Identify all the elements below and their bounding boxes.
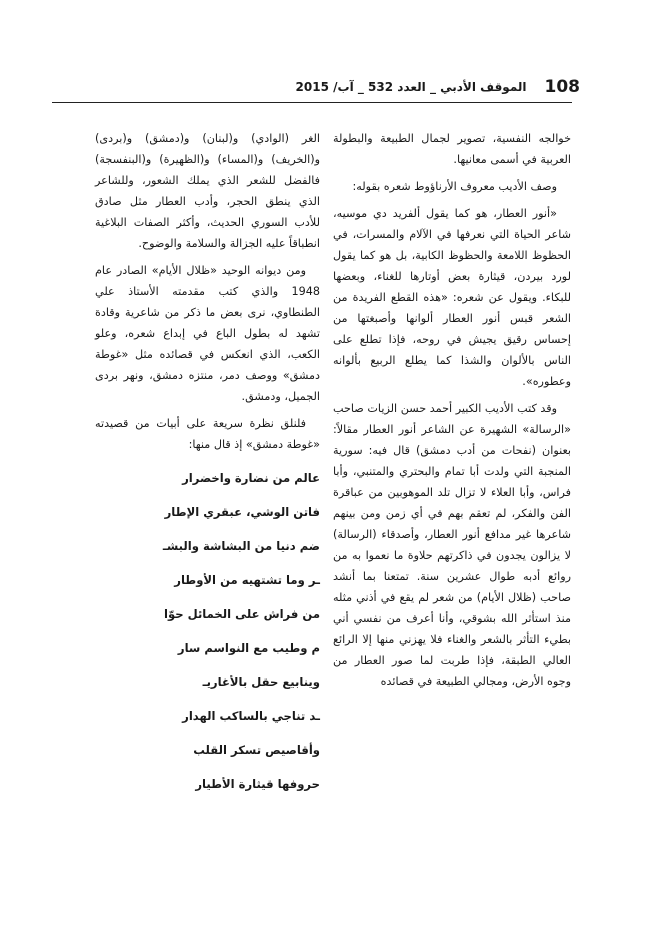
page-header	[295, 72, 580, 102]
poem-line: ـد تناجي بالساكب الهدار	[182, 709, 320, 723]
paragraph: الغر (الوادي) و(لبنان) و(دمشق) و(بردى) و(الخريف) و(المساء) و(الظهيرة) و(البنفسجة) فالفضل للشعر الذي يملك الشعور، وللشاعر الذي ينطق الحجر، وأدب العطار مثل صادق للأدب السوري الحديث، وأكثر الصفات البلاغية انطباقاً عليه الجزالة والسلامة والوضوح.	[95, 132, 320, 250]
right-column	[333, 128, 571, 698]
poem-line: ـر وما تشتهيه من الأوطار	[174, 573, 320, 587]
paragraph: خوالجه النفسية، تصوير لجمال الطبيعة والبطولة العربية في أسمى معانيها.	[333, 132, 571, 166]
poem-line: عالم من نضارة واخضرار	[182, 471, 320, 485]
paragraph: وصف الأديب معروف الأرناؤوط شعره بقوله:	[352, 180, 557, 193]
poem-line: حروفها قيثارة الأطيار	[195, 777, 320, 791]
paragraph: فلنلق نظرة سريعة على أبيات من قصيدته «غوطة دمشق» إذ قال منها:	[95, 417, 320, 451]
poem-line: فاتن الوشي، عبقري الإطار	[164, 505, 320, 519]
page-number: 108	[544, 77, 580, 97]
poem-line: وينابيع حقل بالأغاريـ	[202, 675, 320, 689]
quote-paragraph: «أنور العطار، هو كما يقول ألفريد دي موسيه، شاعر الحياة التي نعرفها في الآلام والمسرات، في الحظوظ اللامعة والحظوظ الكابية، بل هو كما يقول لورد بيردن، قيثارة بعض أوتارها للغناء، وبعضها للبكاء. ويقول عن شعره: «هذه القطع الفريدة من الشعر قبس أنور العطار ألوانها وأصبغتها من إحساس رقيق يجيش في روحه، فإذا تطلع على الناس بالألوان والشذا كما يطلع الربيع بألوانه وعطوره».	[333, 207, 571, 388]
journal-issue-title: الموقف الأدبي _ العدد 532 _ آب/ 2015	[295, 80, 527, 94]
poem-line: م وطيب مع النواسم سار	[177, 641, 320, 655]
header-divider	[52, 102, 572, 103]
poem-line: ضم دنيا من البشاشة والبشـ	[162, 539, 320, 553]
paragraph: وقد كتب الأديب الكبير أحمد حسن الزيات صاحب «الرسالة» الشهيرة عن الشاعر أنور العطار مقالاً: بعنوان (نفحات من أدب دمشق) قال فيه: سورية المنجبة التي ولدت أبا تمام والبحتري والمتنبي، وأبا فراس، وأبا العلاء لا تزال تلد الموهوبين من عباقرة الفن والفكر، لم تعقم بهم في أي زمن ومن بينهم شاعرها غير مدافع أنور العطار، وأصدقاء (الرسالة) لا يزالون يجدون في ذاكرتهم حلاوة ما نعموا به من روائع أدبه طوال عشرين سنة. تمتعنا بما أنشد صاحب (ظلال الأيام) من شعر لم يقع في أذني مثله منذ استأثر الله بشوقي، وأنا أعرف من نفسي أني بطيء التأثر بالشعر والغناء فلا يهزني منها إلا الرائع العالي الطبقة، فإذا طربت لما صور العطار من وجوه الأرض، ومجالي الطبيعة في قصائده	[333, 402, 571, 688]
poem-line: من فراش على الخمائل حوّا	[163, 607, 320, 621]
left-column	[95, 128, 320, 801]
poem-line: وأقاصيص تسكر القلب	[193, 743, 320, 757]
paragraph: ومن ديوانه الوحيد «ظلال الأيام» الصادر عام 1948 والذي كتب مقدمته الأستاذ علي الطنطاوي، نرى بعض ما ذكر من شاعرية وقادة تشهد له بطول الباع في إبداع شعره، وعلو الكعب، الذي انعكس في قصائده مثل «غوطة دمشق» ووصف دمر، منتزه دمشق، ونهر بردى الجميل، ودمشق.	[95, 264, 320, 403]
poem-verses	[95, 461, 320, 801]
